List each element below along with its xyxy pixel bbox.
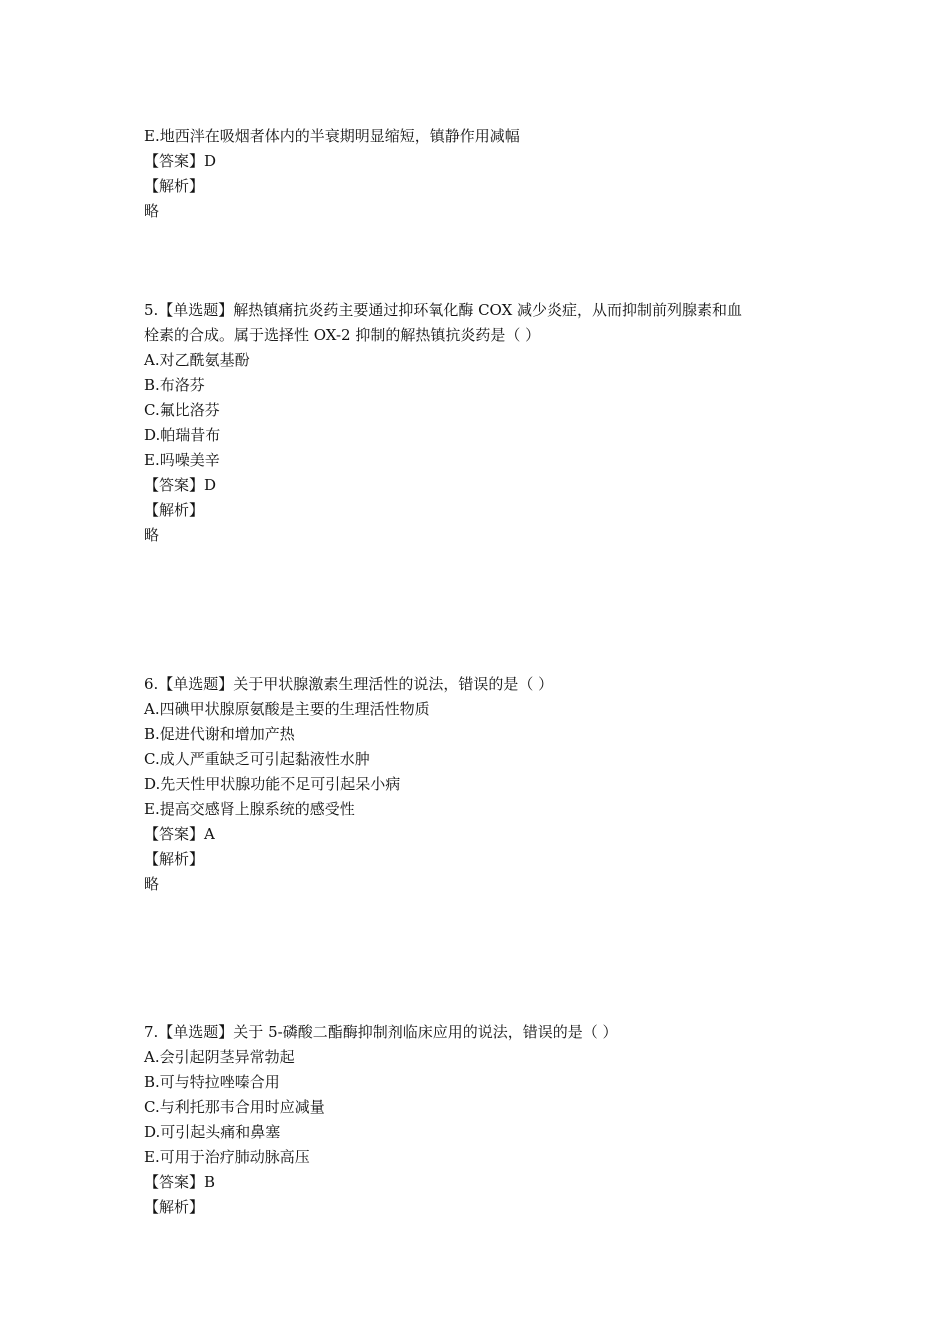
option-b: B.可与特拉唑嗪合用: [144, 1073, 280, 1091]
option-d: D.可引起头痛和鼻塞: [144, 1123, 281, 1141]
answer: 【答案】A: [144, 825, 215, 843]
option-a: A.对乙酰氨基酚: [144, 351, 250, 369]
answer: 【答案】D: [144, 152, 217, 170]
option-a: A.四碘甲状腺原氨酸是主要的生理活性物质: [144, 700, 430, 718]
option-b: B.促进代谢和增加产热: [144, 725, 295, 743]
question-6: [144, 672, 814, 897]
question-stem: 7.【单选题】关于 5-磷酸二酯酶抑制剂临床应用的说法，错误的是（ ）: [144, 1023, 618, 1041]
option-c: C.成人严重缺乏可引起黏液性水肿: [144, 750, 370, 768]
option-a: A.会引起阴茎异常勃起: [144, 1048, 295, 1066]
analysis-label: 【解析】: [144, 850, 205, 868]
analysis-text: 略: [144, 875, 160, 893]
question-stem: 5.【单选题】解热镇痛抗炎药主要通过抑环氧化酶 COX 减少炎症，从而抑制前列腺素和血: [144, 301, 743, 319]
analysis-label: 【解析】: [144, 1198, 205, 1216]
analysis-label: 【解析】: [144, 501, 205, 519]
question-stem-cont: 栓素的合成。属于选择性 OX-2 抑制的解热镇抗炎药是（ ）: [144, 326, 541, 344]
option-c: C.与利托那韦合用时应减量: [144, 1098, 325, 1116]
option-b: B.布洛芬: [144, 376, 205, 394]
option-e: E.地西泮在吸烟者体内的半衰期明显缩短，镇静作用减幅: [144, 127, 520, 145]
question-7: [144, 1020, 814, 1220]
analysis-text: 略: [144, 526, 160, 544]
analysis-text: 略: [144, 202, 160, 220]
option-e: E.吗噪美辛: [144, 451, 220, 469]
answer: 【答案】B: [144, 1173, 216, 1191]
question-stem: 6.【单选题】关于甲状腺激素生理活性的说法，错误的是（ ）: [144, 675, 554, 693]
option-c: C.氟比洛芬: [144, 401, 220, 419]
option-e: E.可用于治疗肺动脉高压: [144, 1148, 310, 1166]
answer: 【答案】D: [144, 476, 217, 494]
question-4-fragment: [144, 124, 814, 224]
analysis-label: 【解析】: [144, 177, 205, 195]
option-e: E.提高交感肾上腺系统的感受性: [144, 800, 355, 818]
option-d: D.帕瑞昔布: [144, 426, 221, 444]
option-d: D.先天性甲状腺功能不足可引起呆小病: [144, 775, 401, 793]
question-5: [144, 298, 814, 548]
